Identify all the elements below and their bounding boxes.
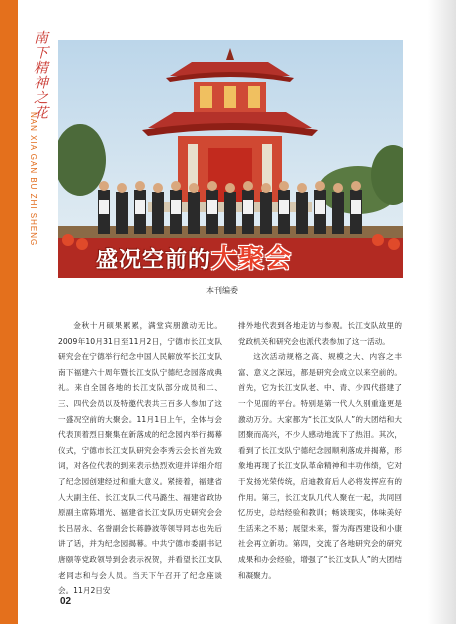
article-headline [96, 238, 292, 275]
right-paragraph-2: 这次活动规格之高、规模之大、内容之丰富、意义之深远，都是研究会成立以来空前的。首先，它为长江支队老、中、青、少四代搭建了一个见面的平台。特别是第一代人久别重逢更是激动万分。大家都为“长江支队人”的大团结和大团聚而高兴，不少人感动地流下了热泪。其次，看到了长江支队宁德纪念园顺利落成并揭幕，形象地再现了长江支队革命精神和丰功伟绩，它对于发扬光荣传统，启迪教育后人必将发挥应有的作用。第三，长江支队几代人聚在一起，共同回忆历史，总结经验和教训；畅谈现实，体味美好生活来之不易；展望未来，誓为海西建设和小康社会再立新功。第四，交流了各地研究会的研究成果和办会经验，增强了“长江支队人”的大团结和凝聚力。 [238, 352, 402, 580]
column-logo: 南下精神之花 [32, 30, 48, 120]
headline-prefix: 盛况空前的 [96, 248, 212, 273]
article-column-left [58, 318, 222, 599]
headline-emphasis: 大聚会 [211, 244, 293, 274]
column-logo-pinyin: NAN XIA GAN BU ZHI SHENG [29, 112, 38, 247]
article-byline: 本刊编委 [206, 286, 238, 295]
right-paragraph-1: 排外地代表到各地走访与参观。长江支队故里的党政机关和研究会也派代表参加了这一活动。 [238, 321, 402, 346]
left-paragraph-1: 金秋十月硕果累累，满堂宾朋激动无比。2009年10月31日至11月2日，宁德市长江支队研究会在宁德举行纪念中国人民解放军长江支队南下福建六十周年暨长江支队宁德纪念园落成典礼。来自全国各地的长江支队部分成员和二、三、四代会员以及特邀代表共三百多人参加了这一盛况空前的大聚会。11月1日上午，全体与会代表顶着烈日聚集在新落成的纪念园内举行揭幕仪式，宁德市长江支队研究会李秀云会长首先致词，对各位代表的到来表示热烈欢迎并详细介绍了纪念园创建经过和重大意义。紧接着，福建省人大副主任、长江支队二代马潞生、福建省政协原副主席陈增光、福建省长江支队历史研究会会长吕居永、名誉副会长蒋静波等领导同志也先后讲了话，并为纪念园揭幕。中共宁德市委副书记唐颐等党政领导到会表示祝贺，并看望长江支队老同志和与会人员。当天下午召开了纪念座谈会。11月2日安 [58, 321, 222, 596]
orange-binding-strip [0, 0, 18, 624]
article-column-right [238, 318, 402, 583]
page-edge-shadow [428, 0, 456, 624]
page-number: 02 [60, 596, 72, 607]
